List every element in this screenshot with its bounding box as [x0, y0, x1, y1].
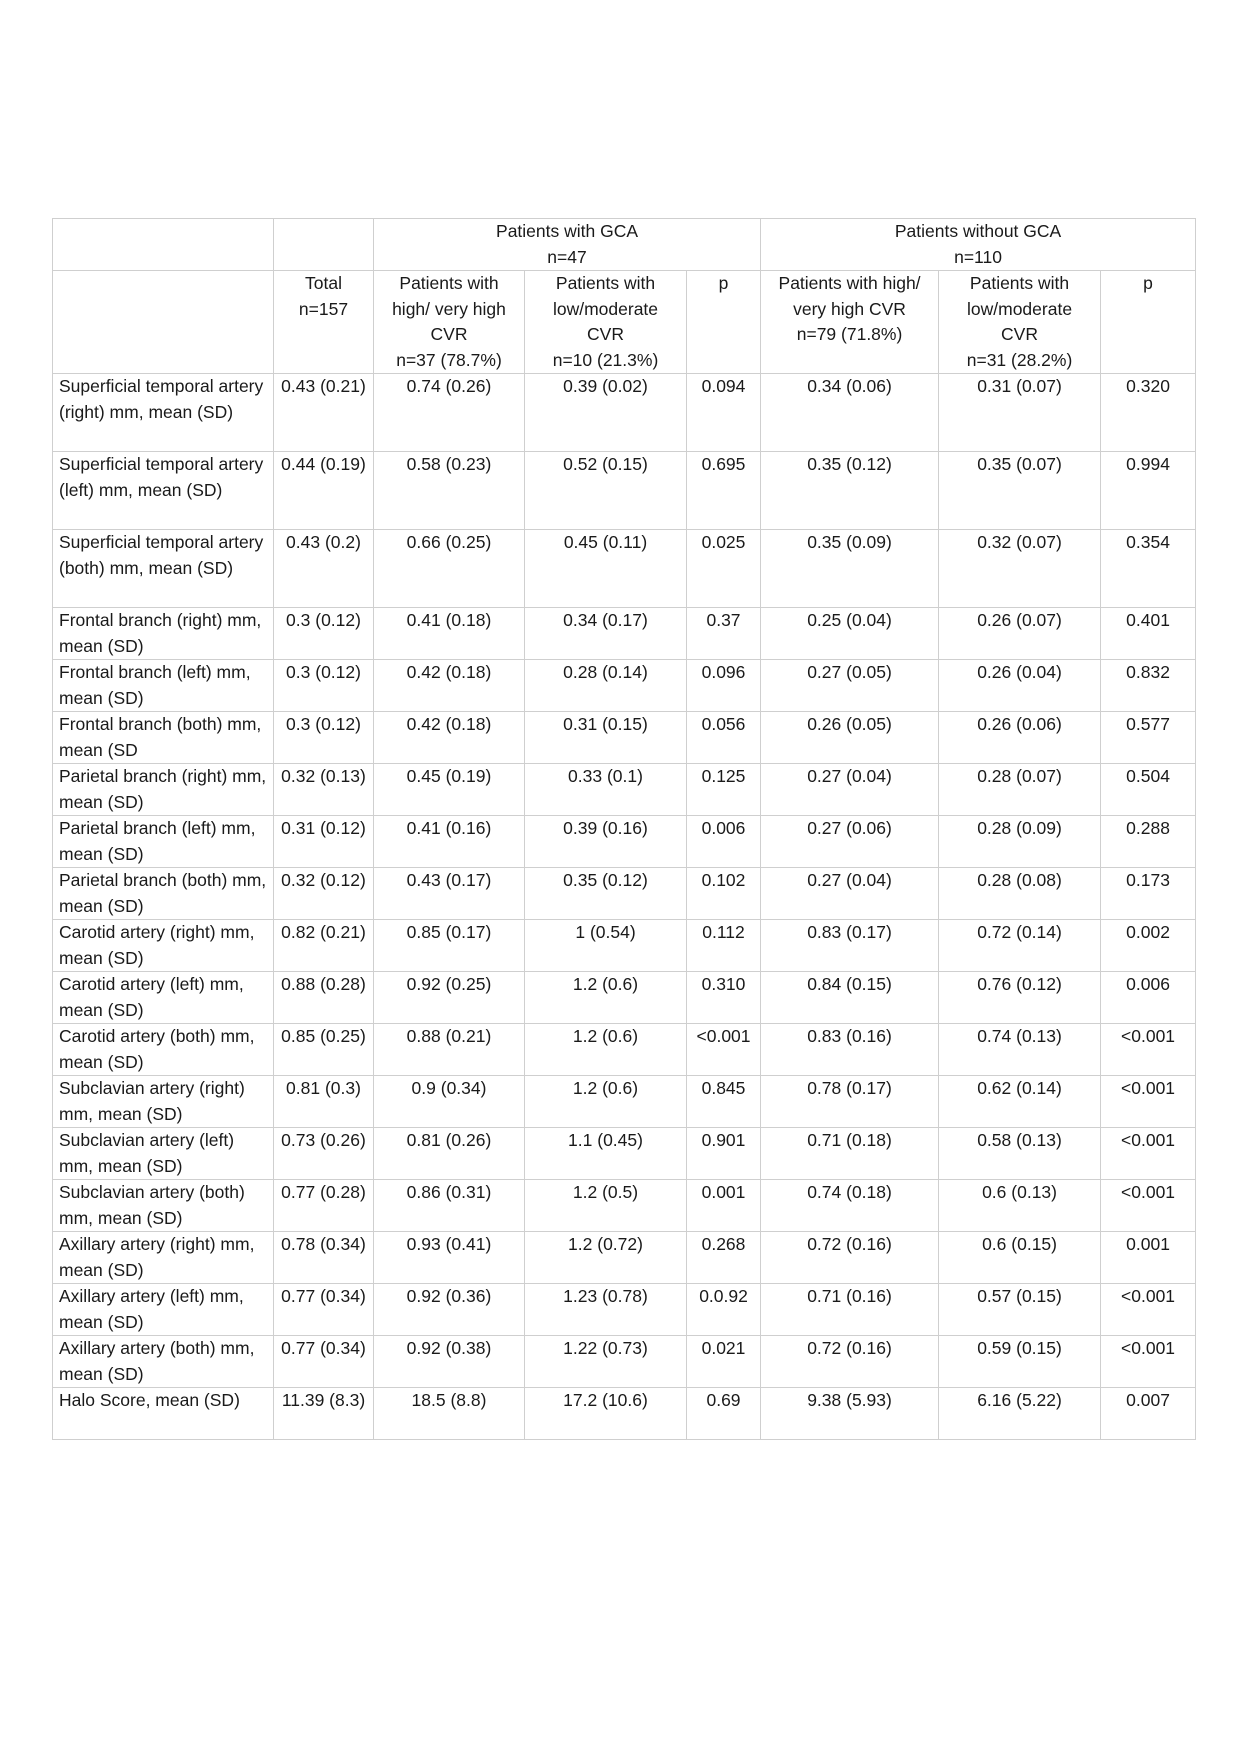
nogca-group-n: n=110: [954, 246, 1002, 267]
total-n: n=157: [298, 298, 349, 319]
header-gca-low: [525, 271, 687, 374]
row-label: Carotid artery (right) mm, mean (SD): [53, 920, 274, 972]
cell-p-nogca: 0.001: [1101, 1232, 1196, 1284]
cell-gca-low: 0.45 (0.11): [525, 530, 687, 608]
cell-nogca-high: 0.34 (0.06): [761, 374, 939, 452]
cell-p-gca: 0.69: [687, 1388, 761, 1440]
cell-gca-high: 0.9 (0.34): [374, 1076, 525, 1128]
table-row: [53, 764, 1196, 816]
header-label-spacer: [53, 271, 274, 374]
header-gca-high: [374, 271, 525, 374]
results-table: [52, 218, 1196, 1440]
cell-p-nogca: 0.994: [1101, 452, 1196, 530]
cell-total: 0.3 (0.12): [274, 608, 374, 660]
table-row: [53, 1388, 1196, 1440]
cell-nogca-low: 0.59 (0.15): [939, 1336, 1101, 1388]
cell-nogca-high: 0.71 (0.18): [761, 1128, 939, 1180]
cell-gca-low: 0.31 (0.15): [525, 712, 687, 764]
nogca-high-line1: Patients with high/: [778, 273, 921, 293]
cell-nogca-low: 0.31 (0.07): [939, 374, 1101, 452]
header-total-spacer: [274, 219, 374, 271]
cell-p-gca: 0.006: [687, 816, 761, 868]
gca-high-line3: CVR: [430, 324, 468, 344]
cell-total: 0.44 (0.19): [274, 452, 374, 530]
header-row-groups: [53, 219, 1196, 271]
table-row: [53, 712, 1196, 764]
table-row: [53, 1284, 1196, 1336]
cell-gca-low: 1.23 (0.78): [525, 1284, 687, 1336]
cell-nogca-low: 0.26 (0.04): [939, 660, 1101, 712]
table-row: [53, 530, 1196, 608]
cell-p-nogca: 0.007: [1101, 1388, 1196, 1440]
cell-nogca-high: 0.83 (0.17): [761, 920, 939, 972]
header-total: [274, 271, 374, 374]
header-gca-group: [374, 219, 761, 271]
cell-p-gca: 0.096: [687, 660, 761, 712]
cell-nogca-high: 0.72 (0.16): [761, 1232, 939, 1284]
cell-total: 0.73 (0.26): [274, 1128, 374, 1180]
cell-gca-low: 0.28 (0.14): [525, 660, 687, 712]
row-label: Parietal branch (right) mm, mean (SD): [53, 764, 274, 816]
cell-p-nogca: 0.577: [1101, 712, 1196, 764]
cell-total: 0.3 (0.12): [274, 660, 374, 712]
cell-total: 0.82 (0.21): [274, 920, 374, 972]
cell-nogca-high: 0.83 (0.16): [761, 1024, 939, 1076]
cell-gca-high: 0.42 (0.18): [374, 712, 525, 764]
cell-total: 0.78 (0.34): [274, 1232, 374, 1284]
cell-gca-low: 0.39 (0.16): [525, 816, 687, 868]
cell-p-gca: 0.268: [687, 1232, 761, 1284]
cell-total: 0.77 (0.34): [274, 1284, 374, 1336]
nogca-low-line2: low/moderate: [967, 298, 1073, 319]
cell-nogca-high: 0.78 (0.17): [761, 1076, 939, 1128]
cell-nogca-low: 0.35 (0.07): [939, 452, 1101, 530]
header-nogca-group: [761, 219, 1196, 271]
cell-nogca-low: 0.58 (0.13): [939, 1128, 1101, 1180]
cell-total: 0.88 (0.28): [274, 972, 374, 1024]
cell-p-nogca: <0.001: [1101, 1128, 1196, 1180]
row-label: Carotid artery (both) mm, mean (SD): [53, 1024, 274, 1076]
table-row: [53, 608, 1196, 660]
cell-gca-low: 1.1 (0.45): [525, 1128, 687, 1180]
header-p1: p: [687, 271, 761, 374]
table-row: [53, 816, 1196, 868]
cell-nogca-high: 0.84 (0.15): [761, 972, 939, 1024]
gca-low-line2: low/moderate: [552, 298, 659, 319]
gca-high-line1: Patients with: [399, 273, 499, 293]
cell-gca-high: 0.45 (0.19): [374, 764, 525, 816]
cell-nogca-high: 0.72 (0.16): [761, 1336, 939, 1388]
table-row: [53, 452, 1196, 530]
cell-nogca-low: 0.26 (0.07): [939, 608, 1101, 660]
cell-p-nogca: 0.504: [1101, 764, 1196, 816]
cell-gca-high: 0.92 (0.25): [374, 972, 525, 1024]
row-label: Halo Score, mean (SD): [53, 1388, 274, 1440]
cell-nogca-high: 9.38 (5.93): [761, 1388, 939, 1440]
gca-low-n: n=10 (21.3%): [552, 349, 659, 370]
table-row: [53, 868, 1196, 920]
cell-nogca-high: 0.74 (0.18): [761, 1180, 939, 1232]
gca-high-n: n=37 (78.7%): [396, 349, 502, 370]
row-label: Parietal branch (left) mm, mean (SD): [53, 816, 274, 868]
cell-nogca-low: 6.16 (5.22): [939, 1388, 1101, 1440]
cell-gca-high: 0.86 (0.31): [374, 1180, 525, 1232]
cell-nogca-low: 0.74 (0.13): [939, 1024, 1101, 1076]
row-label: Subclavian artery (both) mm, mean (SD): [53, 1180, 274, 1232]
gca-high-line2: high/ very high: [392, 298, 506, 319]
table-row: [53, 1232, 1196, 1284]
cell-gca-low: 17.2 (10.6): [525, 1388, 687, 1440]
header-p2: p: [1101, 271, 1196, 374]
row-label: Carotid artery (left) mm, mean (SD): [53, 972, 274, 1024]
cell-p-nogca: 0.002: [1101, 920, 1196, 972]
table-row: [53, 1024, 1196, 1076]
cell-nogca-low: 0.26 (0.06): [939, 712, 1101, 764]
header-nogca-low: [939, 271, 1101, 374]
cell-total: 0.43 (0.2): [274, 530, 374, 608]
cell-gca-low: 0.35 (0.12): [525, 868, 687, 920]
cell-gca-high: 0.93 (0.41): [374, 1232, 525, 1284]
cell-total: 0.31 (0.12): [274, 816, 374, 868]
row-label: Subclavian artery (right) mm, mean (SD): [53, 1076, 274, 1128]
table-row: [53, 972, 1196, 1024]
cell-p-gca: 0.125: [687, 764, 761, 816]
cell-gca-high: 18.5 (8.8): [374, 1388, 525, 1440]
header-empty-cell: [53, 219, 274, 271]
gca-low-line1: Patients with: [555, 273, 656, 293]
cell-p-nogca: 0.173: [1101, 868, 1196, 920]
cell-p-gca: 0.695: [687, 452, 761, 530]
row-label: Axillary artery (left) mm, mean (SD): [53, 1284, 274, 1336]
cell-p-nogca: 0.401: [1101, 608, 1196, 660]
cell-p-gca: 0.0.92: [687, 1284, 761, 1336]
row-label: Superficial temporal artery (both) mm, mean (SD): [53, 530, 274, 608]
cell-nogca-high: 0.26 (0.05): [761, 712, 939, 764]
cell-p-nogca: 0.320: [1101, 374, 1196, 452]
cell-gca-low: 0.34 (0.17): [525, 608, 687, 660]
cell-gca-high: 0.92 (0.38): [374, 1336, 525, 1388]
cell-nogca-low: 0.62 (0.14): [939, 1076, 1101, 1128]
cell-p-gca: 0.094: [687, 374, 761, 452]
cell-gca-high: 0.42 (0.18): [374, 660, 525, 712]
cell-nogca-low: 0.28 (0.09): [939, 816, 1101, 868]
cell-gca-low: 0.52 (0.15): [525, 452, 687, 530]
cell-p-nogca: 0.006: [1101, 972, 1196, 1024]
cell-p-nogca: <0.001: [1101, 1180, 1196, 1232]
gca-low-line3: CVR: [587, 324, 624, 344]
cell-nogca-low: 0.28 (0.08): [939, 868, 1101, 920]
table-row: [53, 660, 1196, 712]
cell-nogca-low: 0.6 (0.15): [939, 1232, 1101, 1284]
cell-gca-high: 0.74 (0.26): [374, 374, 525, 452]
cell-nogca-high: 0.27 (0.06): [761, 816, 939, 868]
row-label: Superficial temporal artery (right) mm, mean (SD): [53, 374, 274, 452]
cell-p-gca: 0.001: [687, 1180, 761, 1232]
cell-nogca-low: 0.6 (0.13): [939, 1180, 1101, 1232]
gca-group-label: Patients with GCA: [496, 221, 639, 241]
cell-p-nogca: <0.001: [1101, 1336, 1196, 1388]
nogca-low-line1: Patients with: [969, 273, 1070, 293]
cell-p-gca: 0.025: [687, 530, 761, 608]
cell-p-gca: <0.001: [687, 1024, 761, 1076]
cell-gca-low: 1.2 (0.6): [525, 1024, 687, 1076]
cell-p-nogca: 0.354: [1101, 530, 1196, 608]
cell-nogca-low: 0.72 (0.14): [939, 920, 1101, 972]
header-row-columns: [53, 271, 1196, 374]
table-row: [53, 1128, 1196, 1180]
cell-gca-high: 0.41 (0.18): [374, 608, 525, 660]
cell-p-gca: 0.310: [687, 972, 761, 1024]
cell-nogca-high: 0.35 (0.12): [761, 452, 939, 530]
row-label: Axillary artery (both) mm, mean (SD): [53, 1336, 274, 1388]
header-nogca-high: [761, 271, 939, 374]
row-label: Axillary artery (right) mm, mean (SD): [53, 1232, 274, 1284]
table-row: [53, 1180, 1196, 1232]
row-label: Frontal branch (both) mm, mean (SD: [53, 712, 274, 764]
cell-p-gca: 0.845: [687, 1076, 761, 1128]
cell-total: 11.39 (8.3): [274, 1388, 374, 1440]
cell-p-nogca: <0.001: [1101, 1024, 1196, 1076]
cell-nogca-high: 0.25 (0.04): [761, 608, 939, 660]
cell-gca-high: 0.43 (0.17): [374, 868, 525, 920]
cell-p-gca: 0.37: [687, 608, 761, 660]
nogca-low-n: n=31 (28.2%): [966, 349, 1073, 370]
table-row: [53, 1076, 1196, 1128]
table-row: [53, 920, 1196, 972]
cell-gca-low: 1.2 (0.5): [525, 1180, 687, 1232]
cell-gca-high: 0.88 (0.21): [374, 1024, 525, 1076]
cell-total: 0.32 (0.12): [274, 868, 374, 920]
cell-gca-high: 0.41 (0.16): [374, 816, 525, 868]
cell-total: 0.77 (0.34): [274, 1336, 374, 1388]
cell-nogca-high: 0.35 (0.09): [761, 530, 939, 608]
cell-p-nogca: 0.288: [1101, 816, 1196, 868]
table-row: [53, 374, 1196, 452]
cell-p-gca: 0.102: [687, 868, 761, 920]
total-label: Total: [305, 273, 342, 293]
cell-gca-high: 0.92 (0.36): [374, 1284, 525, 1336]
row-label: Parietal branch (both) mm, mean (SD): [53, 868, 274, 920]
cell-gca-low: 0.33 (0.1): [525, 764, 687, 816]
cell-p-gca: 0.112: [687, 920, 761, 972]
table-row: [53, 1336, 1196, 1388]
cell-p-nogca: 0.832: [1101, 660, 1196, 712]
cell-total: 0.3 (0.12): [274, 712, 374, 764]
row-label: Superficial temporal artery (left) mm, mean (SD): [53, 452, 274, 530]
cell-p-nogca: <0.001: [1101, 1284, 1196, 1336]
cell-p-nogca: <0.001: [1101, 1076, 1196, 1128]
nogca-low-line3: CVR: [1001, 324, 1038, 344]
cell-nogca-low: 0.28 (0.07): [939, 764, 1101, 816]
nogca-high-n: n=79 (71.8%): [796, 324, 903, 344]
cell-nogca-high: 0.27 (0.05): [761, 660, 939, 712]
cell-p-gca: 0.021: [687, 1336, 761, 1388]
cell-gca-low: 1.22 (0.73): [525, 1336, 687, 1388]
nogca-group-label: Patients without GCA: [894, 221, 1062, 241]
cell-total: 0.43 (0.21): [274, 374, 374, 452]
cell-nogca-low: 0.32 (0.07): [939, 530, 1101, 608]
cell-total: 0.32 (0.13): [274, 764, 374, 816]
cell-gca-high: 0.85 (0.17): [374, 920, 525, 972]
cell-total: 0.81 (0.3): [274, 1076, 374, 1128]
cell-gca-low: 1.2 (0.6): [525, 1076, 687, 1128]
cell-gca-high: 0.66 (0.25): [374, 530, 525, 608]
cell-nogca-high: 0.27 (0.04): [761, 868, 939, 920]
row-label: Subclavian artery (left) mm, mean (SD): [53, 1128, 274, 1180]
row-label: Frontal branch (left) mm, mean (SD): [53, 660, 274, 712]
cell-p-gca: 0.056: [687, 712, 761, 764]
cell-nogca-high: 0.71 (0.16): [761, 1284, 939, 1336]
cell-nogca-low: 0.76 (0.12): [939, 972, 1101, 1024]
cell-gca-low: 1.2 (0.6): [525, 972, 687, 1024]
cell-gca-high: 0.81 (0.26): [374, 1128, 525, 1180]
row-label: Frontal branch (right) mm, mean (SD): [53, 608, 274, 660]
cell-p-gca: 0.901: [687, 1128, 761, 1180]
nogca-high-line2: very high CVR: [793, 298, 906, 319]
cell-gca-low: 0.39 (0.02): [525, 374, 687, 452]
gca-group-n: n=47: [547, 246, 587, 267]
cell-gca-low: 1.2 (0.72): [525, 1232, 687, 1284]
cell-gca-high: 0.58 (0.23): [374, 452, 525, 530]
cell-nogca-high: 0.27 (0.04): [761, 764, 939, 816]
cell-total: 0.77 (0.28): [274, 1180, 374, 1232]
cell-gca-low: 1 (0.54): [525, 920, 687, 972]
cell-nogca-low: 0.57 (0.15): [939, 1284, 1101, 1336]
cell-total: 0.85 (0.25): [274, 1024, 374, 1076]
